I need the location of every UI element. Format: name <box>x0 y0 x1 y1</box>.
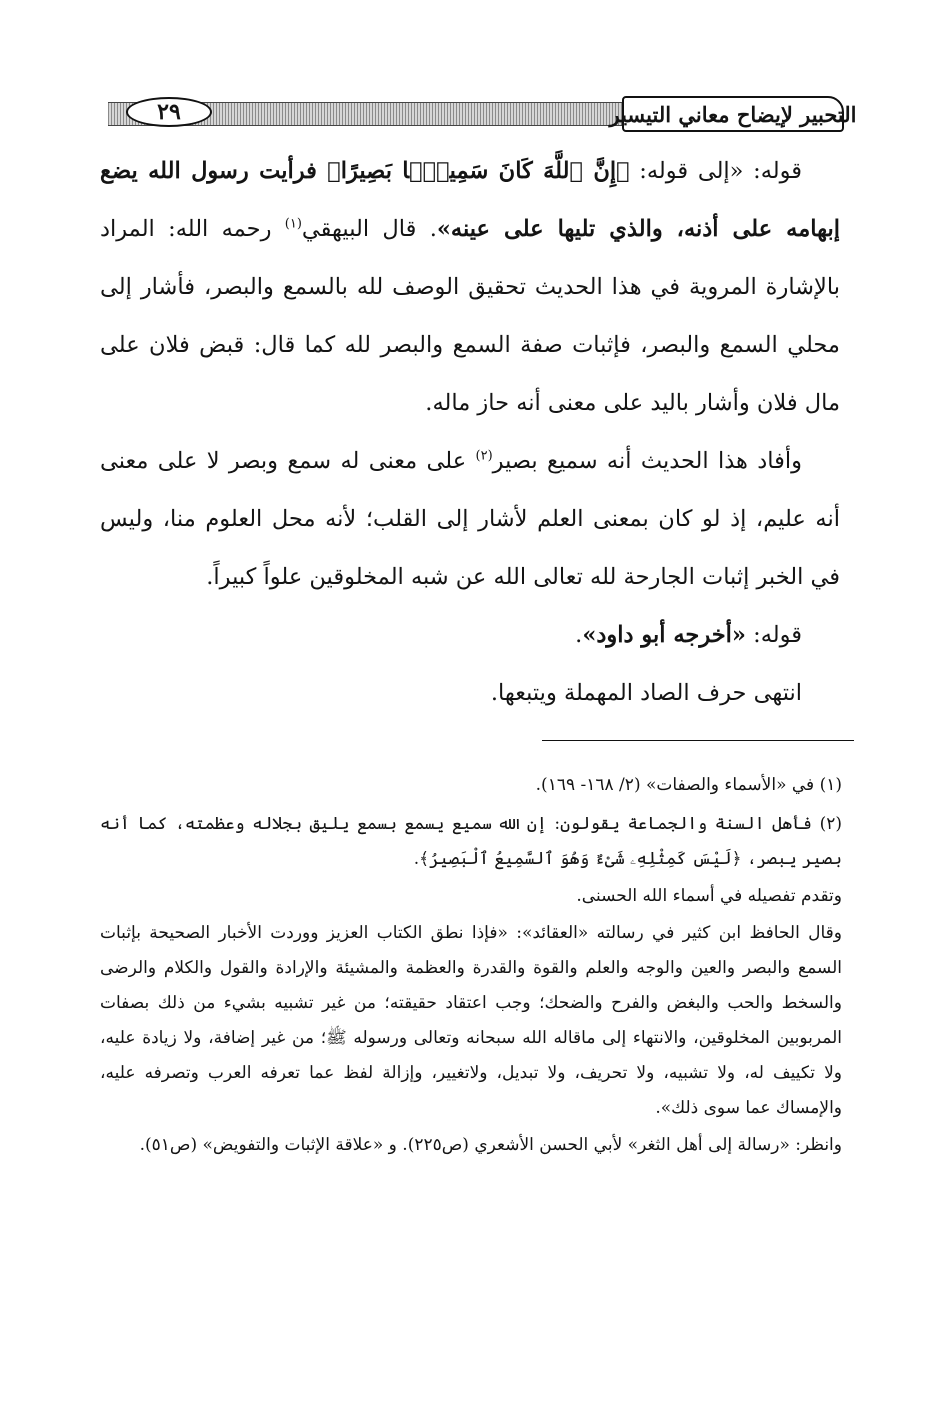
page-number: ٢٩ <box>126 97 212 127</box>
paragraph-2: وأفاد هذا الحديث أنه سميع بصير$^{(٢)}$ على معنى له سمع وبصر لا على معنى أنه عليم، إذ لو كان بمعنى العلم لأشار إلى القلب؛ لأنه محل العلوم منا، وليس في الخبر إثبات الجارحة لله تعالى الله عن شبه المخلوقين علواً كبيراً. <box>100 448 840 590</box>
book-title: التحبير لإيضاح معاني التيسير <box>622 96 844 132</box>
paragraph-1: قوله: «إلى قوله: ﴿إِنَّ ٱللَّهَ كَانَ سَمِيعًۢا بَصِيرًا﴾ فرأيت رسول الله يضع إبهامه على أذنه، والذي تليها على عينه». قال البيهقي$^{(١)}$ رحمه الله: المراد بالإشارة المروية في هذا الحديث تحقيق الوصف لله بالسمع والبصر، فأشار إلى محلي السمع والبصر، فإثبات صفة السمع والبصر لله كما قال: قبض فلان على مال فلان وأشار باليد على معنى أنه حاز ماله. <box>100 158 840 416</box>
footnote-2-refs: وانظر: «رسالة إلى أهل الثغر» لأبي الحسن الأشعري (ص٢٢٥). و «علاقة الإثبات والتفويض» (ص٥١). <box>139 1135 842 1155</box>
main-text <box>100 142 840 722</box>
paragraph-3: قوله: «أخرجه أبو داود». <box>575 622 802 648</box>
footnote-separator <box>542 740 854 741</box>
footnote-2-quote: وقال الحافظ ابن كثير في رسالته «العقائد»: «فإذا نطق الكتاب العزيز ووردت الأخبار الصحيحة بإثبات السمع والبصر والعين والوجه والعلم والقوة والقدرة والعظمة والمشيئة والإرادة والقول والكلام والرضى والسخط والحب والبغض والفرح والضحك؛ وجب اعتقاد حقيقته؛ من غير تشبيه بشيء من ذلك بصفات المربوبين المخلوقين، والانتهاء إلى ماقاله الله سبحانه وتعالى ورسوله ﷺ؛ من غير إضافة، ولا زيادة عليه، ولا تكييف له، ولا تشبيه، ولا تحريف، ولا تبديل، ولاتغيير، وإزالة لفظ عما تعرفه العرب وتصرفه عليه، والإمساك عما سوى ذلك». <box>100 923 842 1118</box>
footnote-2: (٢) فأهل السنة والجماعة يقولون: إن الله سميع يسمع بسمع يليق بجلاله وعظمته، كما أنه بصير يبصر، ﴿لَيْسَ كَمِثْلِهِۦ شَىْءٌ وَهُوَ ٱلسَّمِيعُ ٱلْبَصِيرُ﴾. <box>100 814 842 869</box>
paragraph-4: انتهى حرف الصاد المهملة ويتبعها. <box>490 680 802 706</box>
footnote-ref-1: (١) <box>284 216 302 232</box>
footnote-2-note: وتقدم تفصيله في أسماء الله الحسنى. <box>576 886 842 906</box>
footnote-ref-2: (٢) <box>475 448 493 464</box>
footnote-1: (١) في «الأسماء والصفات» (٢/ ١٦٨- ١٦٩). <box>535 775 842 795</box>
footnotes <box>100 768 842 1165</box>
quoted-hadith: ﴿إِنَّ ٱللَّهَ كَانَ سَمِيعًۢا بَصِيرًا﴾ فرأيت رسول الله يضع إبهامه على أذنه، والذي تليها على عينه» <box>100 158 840 242</box>
source-citation: «أخرجه أبو داود» <box>582 622 746 648</box>
running-header <box>98 96 857 136</box>
